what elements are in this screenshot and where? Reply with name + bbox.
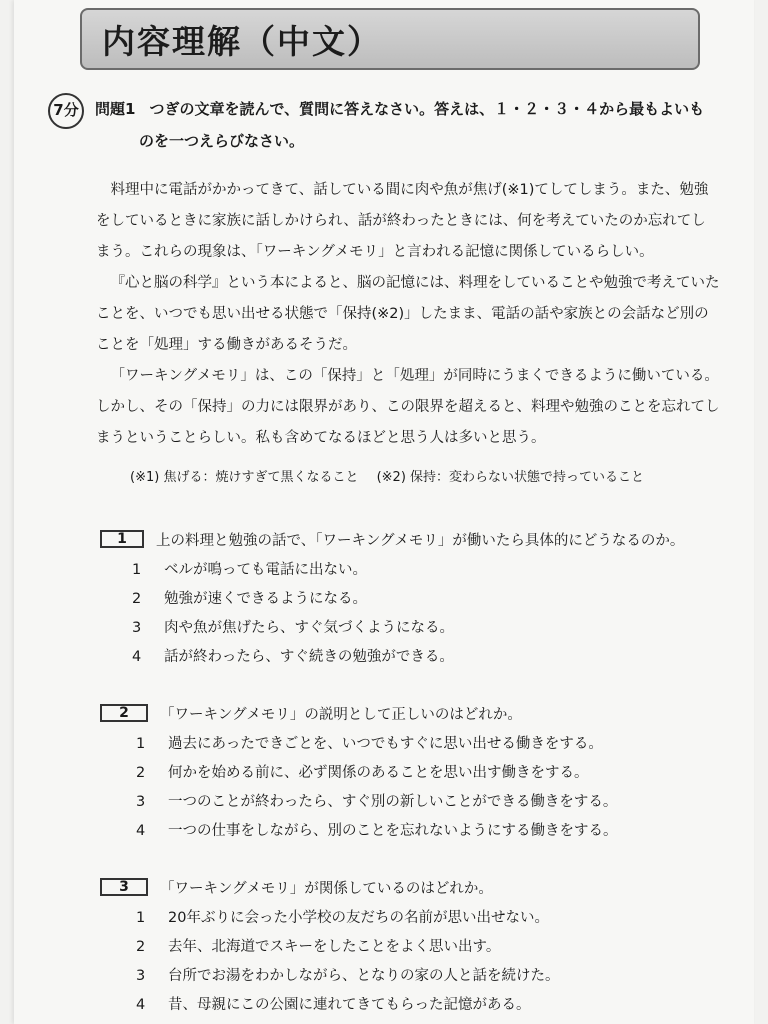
choice-number: 4 <box>132 649 142 665</box>
question-instruction <box>95 93 725 157</box>
choice-number: 3 <box>136 794 146 810</box>
choice-number: 2 <box>136 939 146 955</box>
answer-choice[interactable] <box>100 904 720 933</box>
choice-number: 1 <box>132 562 142 578</box>
question-block-3 <box>100 874 720 1020</box>
answer-choice[interactable] <box>100 730 720 759</box>
question-text: 「ワーキングメモリ」が関係しているのはどれか。 <box>160 880 493 897</box>
choice-text: 一つのことが終わったら、すぐ別の新しいことができる働きをする。 <box>168 794 618 810</box>
answer-choice[interactable] <box>100 991 720 1020</box>
question-text: 上の料理と勉強の話で、「ワーキングメモリ」が働いたら具体的にどうなるのか。 <box>156 532 685 549</box>
choice-text: 何かを始める前に、必ず関係のあることを思い出す働きをする。 <box>168 765 589 781</box>
choice-text: ベルが鳴っても電話に出ない。 <box>164 562 367 578</box>
question-number-box: 2 <box>100 704 148 722</box>
choice-text: 勉強が速くできるようになる。 <box>164 591 367 607</box>
choice-text: 肉や魚が焦げたら、すぐ気づくようになる。 <box>164 620 454 636</box>
choice-number: 4 <box>136 997 146 1013</box>
passage-paragraph-2: 『心と脳の科学』という本によると、脳の記憶には、料理をしていることや勉強で考えていたことを、いつでも思い出せる状態で「保持(※2)」したまま、電話の話や家族との会話など別のことを「処理」する働きがあるそうだ。 <box>96 275 720 353</box>
answer-choice[interactable] <box>100 585 720 614</box>
passage-paragraph-3: 「ワーキングメモリ」は、この「保持」と「処理」が同時にうまくできるように働いている。しかし、その「保持」の力には限界があり、この限界を超えると、料理や勉強のことを忘れてしまうということらしい。私も含めてなるほどと思う人は多いと思う。 <box>96 368 720 446</box>
question-block-1 <box>100 526 720 672</box>
choice-text: 台所でお湯をわかしながら、となりの家の人と話を続けた。 <box>168 968 560 984</box>
choice-text: 過去にあったできごとを、いつでもすぐに思い出せる働きをする。 <box>168 736 603 752</box>
instruction-line-2: のを一つえらびなさい。 <box>139 132 305 150</box>
time-limit-badge: 7分 <box>48 93 84 129</box>
footnotes <box>130 466 730 490</box>
passage-paragraph-1: 料理中に電話がかかってきて、話している間に肉や魚が焦げ(※1)てしてしまう。また、勉強をしているときに家族に話しかけられ、話が終わったときには、何を考えていたのか忘れてしまう。これらの現象は、「ワーキングメモリ」と言われる記憶に関係しているらしい。 <box>96 182 709 260</box>
reading-passage <box>96 175 720 454</box>
question-block-2 <box>100 700 720 846</box>
answer-choice[interactable] <box>100 556 720 585</box>
answer-choice[interactable] <box>100 788 720 817</box>
section-title-box <box>80 8 700 70</box>
choice-number: 3 <box>132 620 142 636</box>
answer-choice[interactable] <box>100 933 720 962</box>
footnote-1: (※1) 焦げる：焼けすぎて黒くなること <box>130 470 359 485</box>
answer-choice[interactable] <box>100 759 720 788</box>
choice-number: 3 <box>136 968 146 984</box>
choice-number: 2 <box>132 591 142 607</box>
footnote-2: (※2) 保持：変わらない状態で持っていること <box>376 470 645 485</box>
question-label: 問題1 <box>95 100 136 118</box>
page-title: 内容理解（中文） <box>102 21 382 61</box>
choice-text: 去年、北海道でスキーをしたことをよく思い出す。 <box>168 939 501 955</box>
answer-choice[interactable] <box>100 817 720 846</box>
answer-choice[interactable] <box>100 962 720 991</box>
choice-text: 昔、母親にこの公園に連れてきてもらった記憶がある。 <box>168 997 531 1013</box>
choice-text: 話が終わったら、すぐ続きの勉強ができる。 <box>164 649 454 665</box>
answer-choice[interactable] <box>100 643 720 672</box>
choice-number: 2 <box>136 765 146 781</box>
question-text: 「ワーキングメモリ」の説明として正しいのはどれか。 <box>160 706 522 723</box>
answer-choice[interactable] <box>100 614 720 643</box>
choice-text: 20年ぶりに会った小学校の友だちの名前が思い出せない。 <box>168 910 549 926</box>
choice-number: 1 <box>136 910 146 926</box>
instruction-line-1: つぎの文章を読んで、質問に答えなさい。答えは、１・２・３・４から最もよいも <box>149 100 705 118</box>
question-number-box: 1 <box>100 530 144 548</box>
choice-number: 1 <box>136 736 146 752</box>
choice-text: 一つの仕事をしながら、別のことを忘れないようにする働きをする。 <box>168 823 618 839</box>
choice-number: 4 <box>136 823 146 839</box>
question-number-box: 3 <box>100 878 148 896</box>
